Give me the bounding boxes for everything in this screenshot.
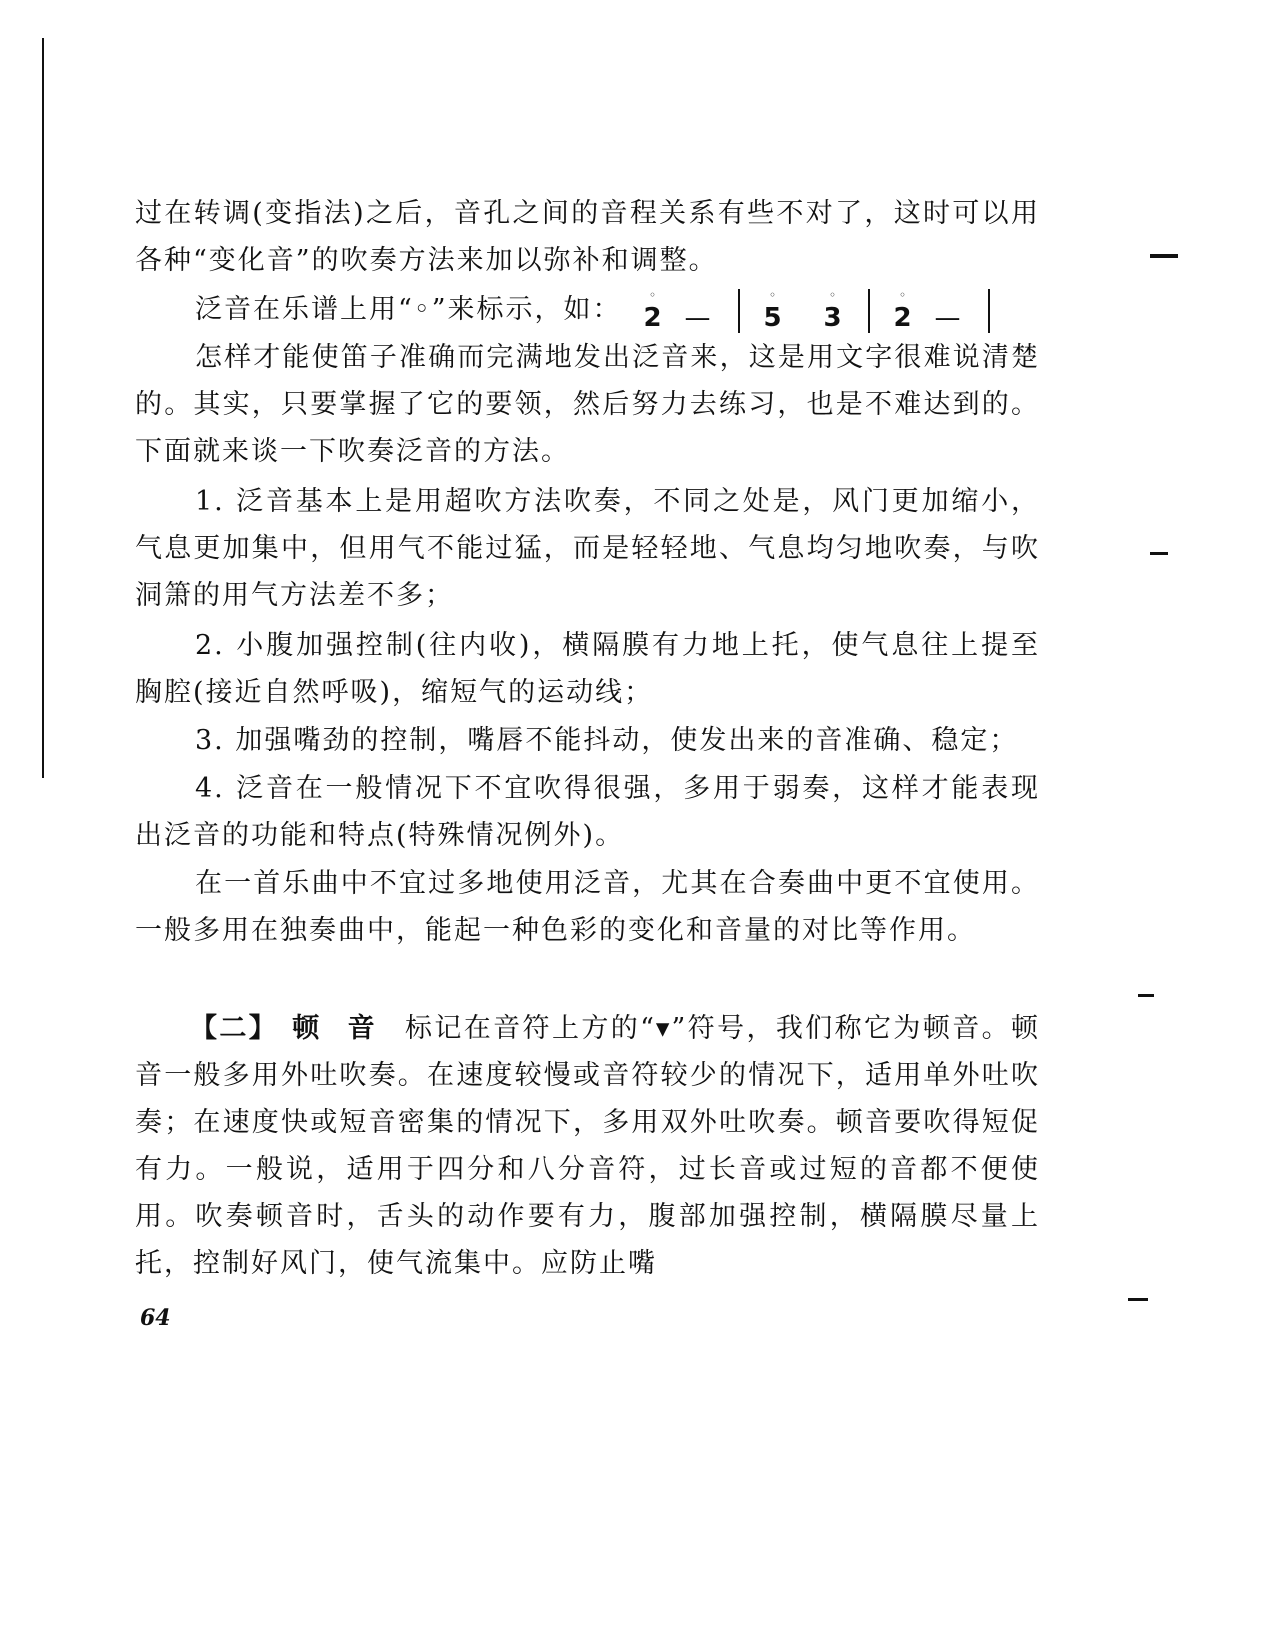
edge-mark-1 (1150, 254, 1178, 258)
notation-staff (634, 283, 1004, 333)
section-text: 标记在音符上方的“▾”符号，我们称它为顿音。顿音一般多用外吐吹奏。在速度较慢或音符较少的情况下，适用单外吐吹奏；在速度快或短音密集的情况下，多用双外吐吹奏。顿音要吹得短促有力。一般说，适用于四分和八分音符，过长音或过短的音都不便使用。吹奏顿音时，舌头的动作要有力，腹部加强控制，横隔膜尽量上托，控制好风门，使气流集中。应防止嘴 (135, 1013, 1041, 1279)
paragraph-6: 4. 泛音在一般情况下不宜吹得很强，多用于弱奏，这样才能表现出泛音的功能和特点(特殊情况例外)。 (135, 773, 1040, 851)
edge-mark-4 (1128, 1298, 1148, 1301)
paragraph-5: 3. 加强嘴劲的控制，嘴唇不能抖动，使发出来的音准确、稳定； (195, 725, 1019, 756)
paragraph-1: 过在转调(变指法)之后，音孔之间的音程关系有些不对了，这时可以用各种“变化音”的吹奏方法来加以弥补和调整。 (135, 198, 1040, 276)
bar-line (988, 289, 990, 333)
paragraph-7: 在一首乐曲中不宜过多地使用泛音，尤其在合奏曲中更不宜使用。一般多用在独奏曲中，能起一种色彩的变化和音量的对比等作用。 (135, 868, 1040, 946)
paragraph-3: 1. 泛音基本上是用超吹方法吹奏，不同之处是，风门更加缩小，气息更加集中，但用气不能过猛，而是轻轻地、气息均匀地吹奏，与吹洞箫的用气方法差不多； (135, 486, 1040, 611)
paragraph-4: 2. 小腹加强控制(往内收)，横隔膜有力地上托，使气息往上提至胸腔(接近自然呼吸)，缩短气的运动线； (135, 630, 1040, 708)
note-dash: — (684, 303, 713, 333)
harmonic-notation-example (195, 283, 1004, 333)
note-2: ◦ 2 (643, 288, 664, 333)
note-2: ◦ 2 (893, 288, 914, 333)
left-margin-line (42, 38, 44, 778)
section-title: 顿音 (292, 1013, 403, 1044)
edge-mark-3 (1138, 994, 1154, 997)
page-number: 64 (140, 1305, 171, 1331)
bar-line (868, 289, 870, 333)
note-5: ◦ 5 (763, 288, 784, 333)
bar-line (738, 289, 740, 333)
section-mark: 【二】 (190, 1013, 279, 1044)
notation-label: 泛音在乐谱上用“◦”来标示，如： (195, 294, 622, 325)
section-paragraph (135, 1005, 1040, 1287)
paragraph-2: 怎样才能使笛子准确而完满地发出泛音来，这是用文字很难说清楚的。其实，只要掌握了它的要领，然后努力去练习，也是不难达到的。下面就来谈一下吹奏泛音的方法。 (135, 342, 1040, 467)
note-3: ◦ 3 (823, 288, 844, 333)
edge-mark-2 (1150, 552, 1168, 555)
note-dash: — (934, 303, 963, 333)
